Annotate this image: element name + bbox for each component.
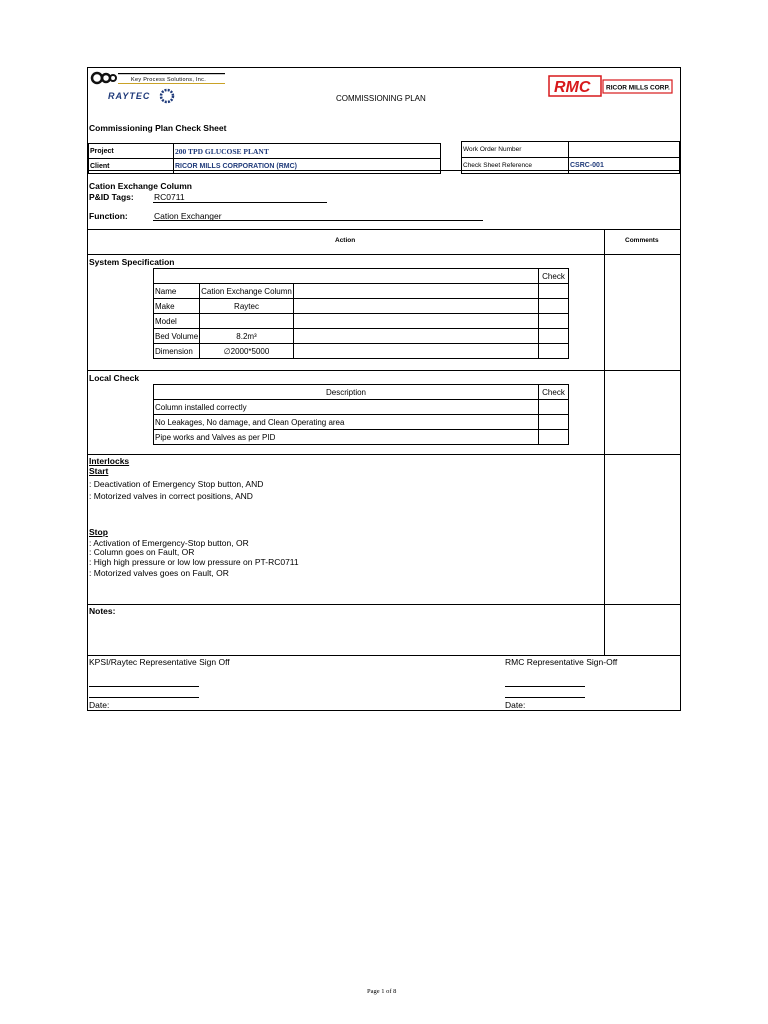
start-item: : Motorized valves in correct positions, AND <box>89 491 253 501</box>
function-underline <box>153 220 483 221</box>
local-check-item: Column installed correctly <box>154 400 539 415</box>
local-check-cell[interactable] <box>539 430 569 445</box>
spec-label: Make <box>154 299 200 314</box>
spec-check-cell[interactable] <box>539 344 569 359</box>
notes-label: Notes: <box>89 606 116 616</box>
check-sheet-ref-value: CSRC-001 <box>569 158 680 174</box>
rmc-logo <box>548 75 673 97</box>
local-check-cell[interactable] <box>539 415 569 430</box>
spec-label: Dimension <box>154 344 200 359</box>
start-item: : Deactivation of Emergency Stop button, AND <box>89 479 264 489</box>
pid-label: P&ID Tags: <box>89 192 134 202</box>
kps-raytec-logo <box>89 69 229 109</box>
local-check-item: No Leakages, No damage, and Clean Operating area <box>154 415 539 430</box>
spec-label: Name <box>154 284 200 299</box>
action-header: Action <box>335 237 356 244</box>
spec-check-header: Check <box>539 269 569 284</box>
rmc-signature-line[interactable] <box>505 686 585 687</box>
divider <box>87 170 681 171</box>
spec-check-cell[interactable] <box>539 284 569 299</box>
equipment-name: Cation Exchange Column <box>89 181 192 191</box>
spec-value <box>200 314 294 329</box>
project-label: Project <box>89 144 174 159</box>
stop-item: : High high pressure or low low pressure on PT-RC0711 <box>89 557 299 567</box>
spec-check-cell[interactable] <box>539 329 569 344</box>
project-value: 200 TPD GLUCOSE PLANT <box>174 144 441 159</box>
check-sheet-ref-label: Check Sheet Reference <box>462 158 569 174</box>
local-check-table <box>153 384 569 445</box>
stop-item: : Column goes on Fault, OR <box>89 547 195 557</box>
spec-value: Raytec <box>200 299 294 314</box>
pid-value: RC0711 <box>154 192 185 202</box>
rmc-date-label: Date: <box>505 700 526 710</box>
local-check-cell[interactable] <box>539 400 569 415</box>
system-spec-table <box>153 268 569 359</box>
interlocks-title: Interlocks <box>89 456 130 466</box>
spec-value: ∅2000*5000 <box>200 344 294 359</box>
spec-label: Bed Volume <box>154 329 200 344</box>
stop-item: : Activation of Emergency-Stop button, OR <box>89 538 249 548</box>
divider <box>87 655 681 656</box>
comments-column-divider <box>604 229 605 655</box>
kpsi-signature-line[interactable] <box>89 686 199 687</box>
spec-label: Model <box>154 314 200 329</box>
page-number: Page 1 of 8 <box>367 988 397 995</box>
function-value: Cation Exchanger <box>154 211 222 221</box>
function-label: Function: <box>89 211 128 221</box>
page-title: COMMISSIONING PLAN <box>336 94 426 103</box>
client-label: Client <box>89 159 174 174</box>
start-label: Start <box>89 466 109 476</box>
spec-value: Cation Exchange Column <box>200 284 294 299</box>
divider <box>87 370 681 371</box>
spec-value: 8.2m³ <box>200 329 294 344</box>
rmc-name-line[interactable] <box>505 697 585 698</box>
gear-icon <box>92 73 116 83</box>
svg-text:RAYTEC: RAYTEC <box>108 91 151 101</box>
local-check-title: Local Check <box>89 373 140 383</box>
svg-text:RMC: RMC <box>554 79 591 96</box>
description-header: Description <box>154 385 539 400</box>
divider <box>87 604 681 605</box>
divider <box>87 454 681 455</box>
stop-label: Stop <box>89 527 108 537</box>
work-order-label: Work Order Number <box>462 142 569 158</box>
stop-item: : Motorized valves goes on Fault, OR <box>89 568 229 578</box>
client-value: RICOR MILLS CORPORATION (RMC) <box>174 159 441 174</box>
sheet-title: Commissioning Plan Check Sheet <box>89 123 227 133</box>
local-check-item: Pipe works and Valves as per PID <box>154 430 539 445</box>
divider <box>87 254 681 255</box>
svg-text:RICOR MILLS CORP.: RICOR MILLS CORP. <box>606 84 670 92</box>
local-check-header: Check <box>539 385 569 400</box>
divider <box>87 229 681 230</box>
spec-check-cell[interactable] <box>539 299 569 314</box>
pid-underline <box>153 202 327 203</box>
comments-header: Comments <box>625 237 659 244</box>
system-spec-title: System Specification <box>89 257 175 267</box>
spec-check-cell[interactable] <box>539 314 569 329</box>
work-order-value <box>569 142 680 158</box>
kpsi-signoff-label: KPSI/Raytec Representative Sign Off <box>89 657 230 667</box>
kpsi-name-line[interactable] <box>89 697 199 698</box>
kpsi-date-label: Date: <box>89 700 110 710</box>
rmc-signoff-label: RMC Representative Sign-Off <box>505 657 618 667</box>
svg-text:Key Process Solutions, Inc.: Key Process Solutions, Inc. <box>131 77 207 83</box>
